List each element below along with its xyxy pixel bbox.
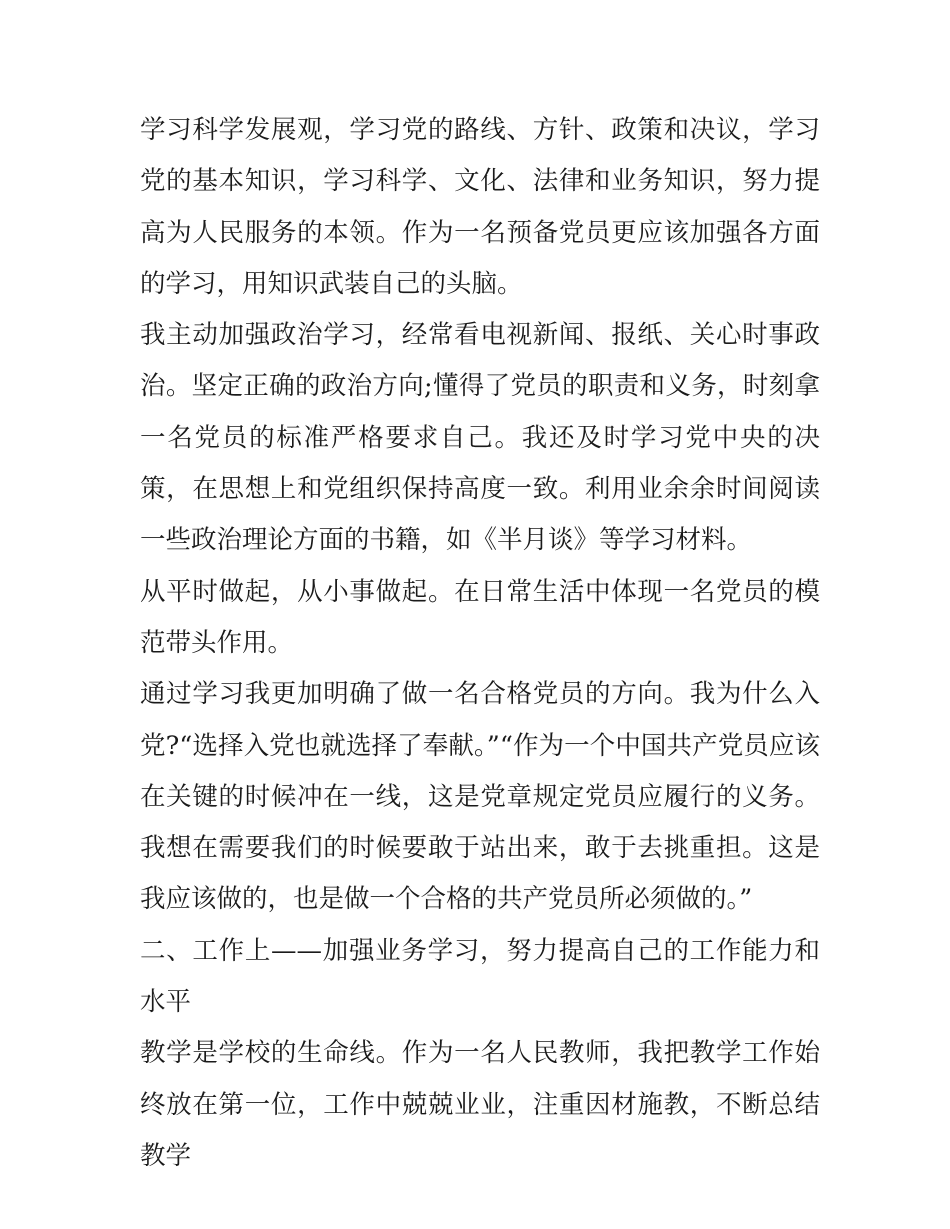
paragraph-study-theory: 学习科学发展观，学习党的路线、方针、政策和决议，学习党的基本知识，学习科学、文化、法律和业务知识，努力提高为人民服务的本领。作为一名预备党员更应该加强各方面的学习，用知识武装自己的头脑。 [140,115,820,299]
document-body [140,105,820,1182]
paragraph-political-study: 我主动加强政治学习，经常看电视新闻、报纸、关心时事政治。坚定正确的政治方向;懂得了党员的职责和义务，时刻拿一名党员的标准严格要求自己。我还及时学习党中央的决策，在思想上和党组织保持高度一致。利用业余余时间阅读一些政治理论方面的书籍，如《半月谈》等学习材料。 [140,320,820,556]
section-heading-work: 二、工作上——加强业务学习，努力提高自己的工作能力和水平 [140,935,820,1018]
paragraph-start-small: 从平时做起，从小事做起。在日常生活中体现一名党员的模范带头作用。 [140,576,820,658]
paragraph-why-join-party: 通过学习我更加明确了做一名合格党员的方向。我为什么入党?“选择入党也就选择了奉献。”“作为一个中国共产党员应该在关键的时候冲在一线，这是党章规定党员应履行的义务。我想在需要我们的时候要敢于站出来，敢于去挑重担。这是我应该做的，也是做一个合格的共产党员所必须做的。” [140,679,820,915]
paragraph-teaching: 教学是学校的生命线。作为一名人民教师，我把教学工作始终放在第一位，工作中兢兢业业，注重因材施教，不断总结教学 [140,1038,820,1171]
